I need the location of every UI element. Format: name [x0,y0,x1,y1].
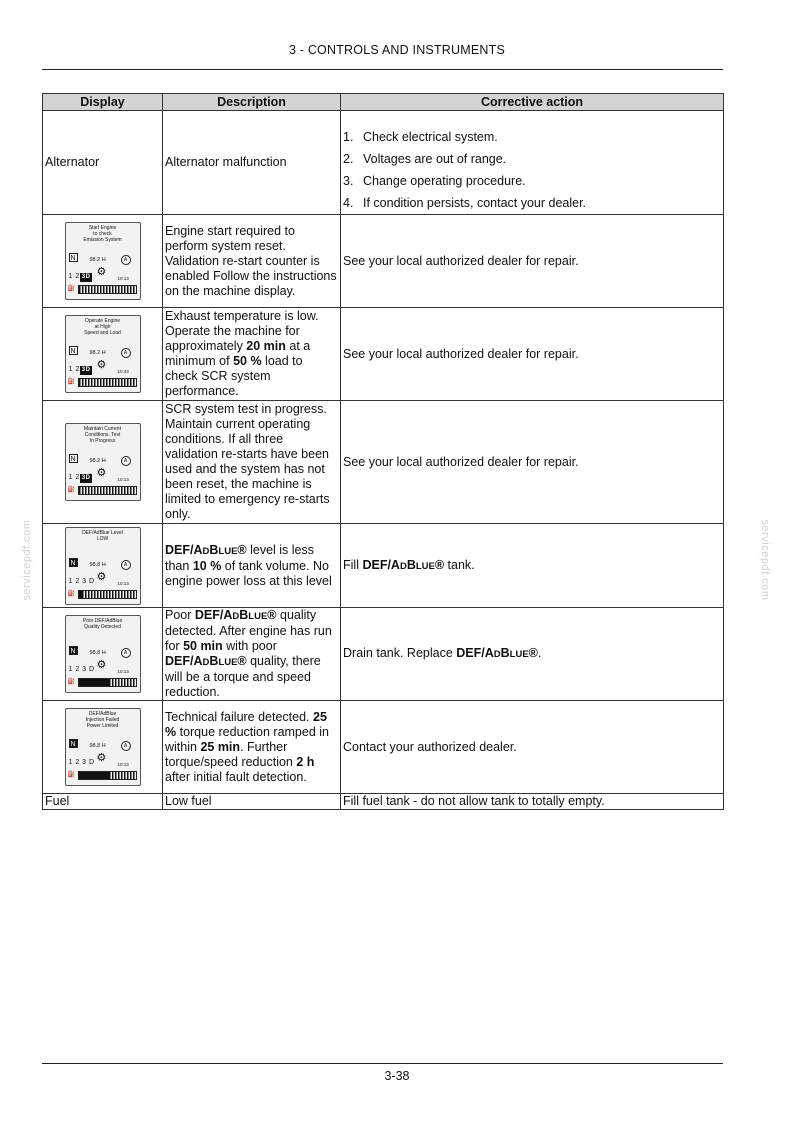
action-cell: Fill fuel tank - do not allow tank to totally empty. [341,794,724,810]
display-cell: Fuel [43,794,163,810]
def-level-bar [78,771,137,780]
auto-indicator: A [121,560,131,570]
gear-indicator: 1 2 3 D [68,759,95,766]
gear-cog-icon: ⚙ [96,467,107,479]
action-step: 3. Change operating procedure. [343,174,526,188]
engine-hours: 98.8 H [89,743,106,749]
display-cell [43,608,163,701]
table-row-engine-start [43,215,724,308]
description-cell: Engine start required to perform system reset. Validation re-start counter is enabled Follow the instructions on the machine display. [163,215,341,308]
lcd-screen [65,708,141,786]
description-cell: DEF/ADBLUE® level is less than 10 % of tank volume. No engine power loss at this level [163,524,341,608]
engine-hours: 98.2 H [89,458,106,464]
table-row-def-low [43,524,724,608]
clock: 10:13 [117,477,129,482]
neutral-indicator: N [70,348,76,355]
action-cell [341,111,724,215]
table-row-technical-failure [43,701,724,794]
footer-rule [42,1063,723,1064]
fault-code-table [42,93,724,810]
def-icon: ⛽ [67,772,75,778]
action-steps-list [343,126,721,214]
lcd-message: Maintain Current Conditions. Test In Progress [84,426,121,444]
lcd-screen [65,315,141,393]
lcd-message: Start Engine to check Emission System [83,225,122,243]
neutral-indicator: N [70,741,76,748]
lcd-message: DEF/AdBlue Level LOW [82,529,123,542]
action-cell: See your local authorized dealer for repair. [341,215,724,308]
clock: 10:43 [117,369,129,374]
display-cell [43,215,163,308]
display-cell: Alternator [43,111,163,215]
lcd-message: Operate Engine at High Speed and Load [84,318,121,336]
description-cell: Exhaust temperature is low. Operate the machine for approximately 20 min at a minimum of 50 % load to check SCR system performance. [163,308,341,401]
def-icon: ⛽ [67,679,75,685]
lcd-screen [65,423,141,501]
watermark-right: servicepdf.com [759,519,771,601]
def-icon: ⛽ [67,590,75,597]
lcd-screen [65,527,141,605]
description-cell: SCR system test in progress. Maintain current operating conditions. If all three validation re-starts have been used and the system has not been reset, the machine is limited to emergency re-starts only. [163,401,341,524]
gear-indicator: 1 2 3 D [68,577,95,585]
engine-hours: 98.2 H [89,257,106,263]
neutral-indicator: N [70,255,76,262]
lcd-screen [65,222,141,300]
action-cell: See your local authorized dealer for repair. [341,401,724,524]
display-cell [43,524,163,608]
gear-cog-icon: ⚙ [96,659,107,671]
engine-hours: 98.8 H [89,561,106,568]
def-level-bar [78,378,137,387]
gear-indicator: 1 2 3D [68,474,91,481]
gear-indicator: 1 2 3D [68,273,91,280]
table-header-row [43,94,724,111]
clock: 10:13 [117,762,129,767]
def-level-bar [78,486,137,495]
page-number: 3-38 [384,1069,410,1083]
def-icon: ⛽ [67,487,75,493]
description-cell: Technical failure detected. 25 % torque reduction ramped in within 25 min. Further torque/speed reduction 2 h after initial fault detection. [163,701,341,794]
neutral-indicator: N [70,648,76,655]
def-icon: ⛽ [67,286,75,292]
action-step: 1. Check electrical system. [343,130,498,144]
action-cell: See your local authorized dealer for repair. [341,308,724,401]
def-level-bar [78,590,137,599]
table-row-poor-def-quality [43,608,724,701]
gear-cog-icon: ⚙ [96,359,107,371]
description-cell: Alternator malfunction [163,111,341,215]
watermark-left: servicepdf.com [21,519,33,601]
action-cell: Drain tank. Replace DEF/ADBLUE®. [341,608,724,701]
auto-indicator: A [121,456,131,466]
lcd-message: DEF/AdBlue Injection Failed Power Limited [85,711,120,729]
header-description: Description [163,94,341,111]
engine-hours: 98.2 H [89,350,106,356]
action-step: 2. Voltages are out of range. [343,152,507,166]
clock: 10:13 [117,669,129,674]
header-display: Display [43,94,163,111]
table-row-alternator [43,111,724,215]
table-row-fuel [43,794,724,810]
neutral-indicator: N [70,456,76,463]
lcd-message: Poor DEF/AdBlue Quality Detected [82,618,123,630]
gear-cog-icon: ⚙ [96,266,107,278]
display-cell [43,308,163,401]
action-cell: Contact your authorized dealer. [341,701,724,794]
action-cell: Fill DEF/ADBLUE® tank. [341,524,724,608]
auto-indicator: A [121,255,131,265]
neutral-indicator: N [70,559,76,567]
clock: 10:13 [117,276,129,281]
auto-indicator: A [121,648,131,658]
def-icon: ⛽ [67,379,75,385]
table-row-operate-engine [43,308,724,401]
description-cell: Poor DEF/ADBLUE® quality detected. After engine has run for 50 min with poor DEF/ADBLUE® quality, there will be a torque and speed reduction. [163,608,341,701]
def-level-bar [78,678,137,687]
display-cell [43,401,163,524]
header-corrective-action: Corrective action [341,94,724,111]
gear-cog-icon: ⚙ [96,570,107,583]
engine-hours: 98.8 H [89,650,106,656]
clock: 10:13 [117,580,129,586]
display-cell [43,701,163,794]
table-row-maintain-conditions [43,401,724,524]
page-header: 3 - CONTROLS AND INSTRUMENTS [288,43,506,57]
gear-cog-icon: ⚙ [96,752,107,764]
action-step: 4. If condition persists, contact your dealer. [343,196,587,210]
gear-indicator: 1 2 3D [68,366,91,373]
auto-indicator: A [121,348,131,358]
def-level-bar [78,285,137,294]
gear-indicator: 1 2 3 D [68,666,95,673]
auto-indicator: A [121,741,131,751]
header-rule [42,69,723,70]
lcd-screen [65,615,141,693]
description-cell: Low fuel [163,794,341,810]
